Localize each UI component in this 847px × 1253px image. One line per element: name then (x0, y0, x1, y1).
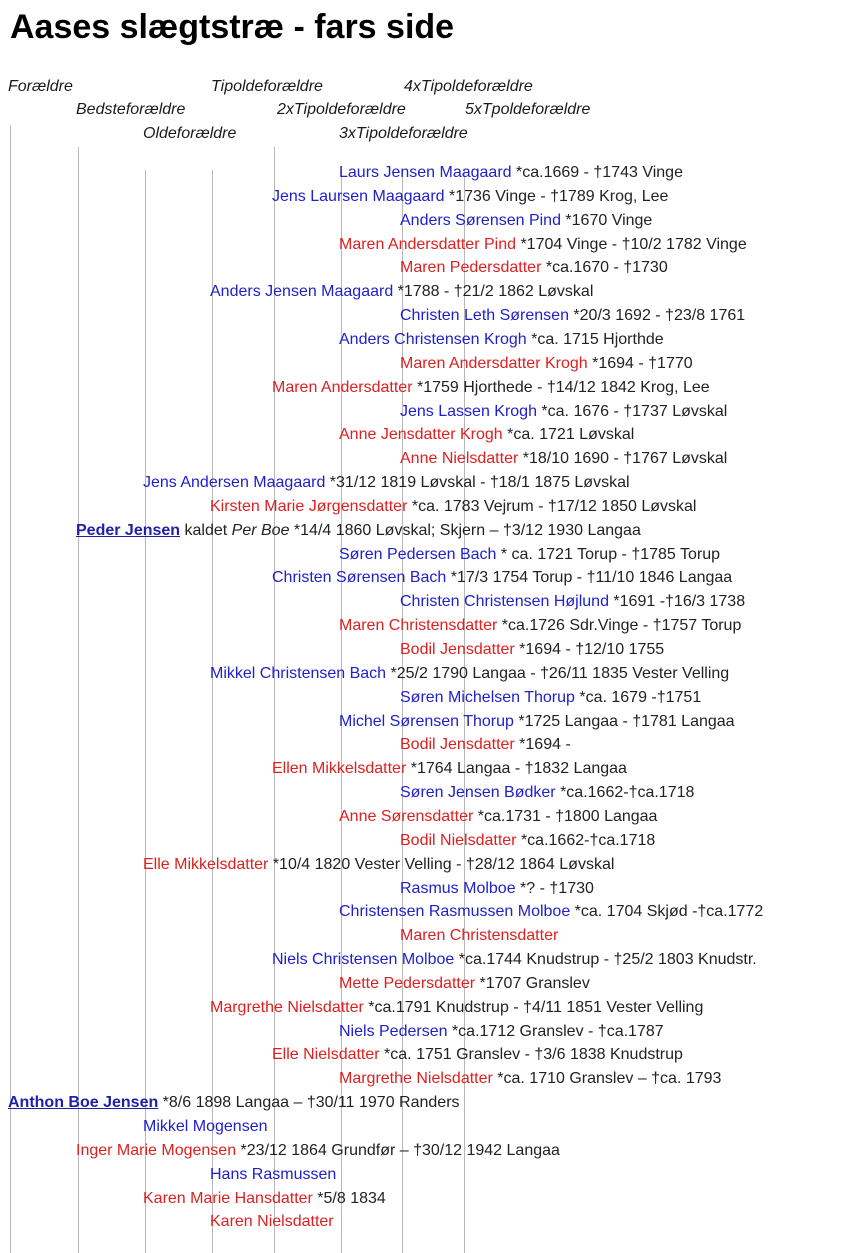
person-name: Anne Jensdatter Krogh (339, 426, 503, 444)
person-entry (272, 568, 732, 588)
person-dates: *1694 - †12/10 1755 (514, 641, 665, 658)
person-dates: *ca.1662-†ca.1718 (555, 784, 695, 802)
person-entry (400, 926, 558, 946)
person-entry (272, 378, 710, 398)
generation-label: 4xTipoldeforældre (404, 78, 533, 95)
person-name: Christen Sørensen Bach (272, 569, 447, 587)
person-name: Mikkel Mogensen (143, 1118, 268, 1135)
person-name: Christen Leth Sørensen (400, 307, 569, 325)
person-dates: *20/3 1692 - †23/8 1761 (568, 307, 746, 325)
person-entry (400, 640, 664, 660)
person-name: Mikkel Christensen Bach (210, 664, 387, 682)
person-dates: *ca.1726 Sdr.Vinge - †1757 Torup (497, 617, 742, 635)
person-name: Ellen Mikkelsdatter (272, 760, 407, 778)
person-name: Jens Lassen Krogh (400, 402, 537, 420)
person-dates: *23/12 1864 Grundfør – †30/12 1942 Langaa (236, 1141, 560, 1159)
person-dates: *ca. 1715 Hjorthde (526, 330, 664, 348)
person-dates: *ca. 1751 Granslev - †3/6 1838 Knudstrup (379, 1046, 683, 1064)
person-name: Elle Mikkelsdatter (143, 855, 269, 873)
person-name: Elle Nielsdatter (272, 1046, 380, 1064)
generation-label: 5xTpoldeforældre (465, 101, 591, 118)
person-entry (339, 712, 735, 732)
person-dates: *ca. 1704 Skjød -†ca.1772 (570, 903, 764, 921)
person-dates: *1707 Granslev (475, 974, 590, 992)
person-dates: *ca.1670 - †1730 (541, 259, 668, 277)
person-entry (143, 1189, 386, 1209)
generation-column-line (10, 125, 11, 1253)
person-dates: *1670 Vinge (560, 211, 653, 229)
person-name: Christen Christensen Højlund (400, 593, 609, 611)
person-name: Hans Rasmussen (210, 1165, 337, 1183)
generation-column-line (78, 147, 79, 1253)
person-name: Bodil Nielsdatter (400, 831, 517, 849)
generation-label: Tipoldeforældre (211, 78, 323, 95)
person-entry (210, 1212, 334, 1232)
person-entry (210, 497, 696, 517)
person-dates: *1764 Langaa - †1832 Langaa (406, 760, 627, 778)
person-entry (272, 759, 627, 779)
person-entry (339, 1069, 721, 1089)
person-dates: *ca.1744 Knudstrup - †25/2 1803 Knudstr. (454, 951, 757, 969)
generation-label: 2xTipoldeforældre (277, 101, 406, 118)
person-name: Karen Marie Hansdatter (143, 1189, 313, 1207)
person-name: Bodil Jensdatter (400, 641, 515, 658)
person-entry (400, 879, 594, 899)
person-name: Mette Pedersdatter (339, 974, 476, 992)
nickname: Per Boe (231, 521, 290, 539)
person-name: Jens Laursen Maagaard (272, 187, 445, 205)
person-dates: *ca. 1679 -†1751 (574, 688, 702, 706)
person-entry (339, 163, 683, 183)
person-entry (400, 831, 655, 851)
person-name: Anders Christensen Krogh (339, 330, 527, 348)
person-entry (210, 664, 729, 684)
person-dates: *1704 Vinge - †10/2 1782 Vinge (516, 235, 747, 253)
person-dates: *18/10 1690 - †1767 Løvskal (518, 450, 728, 468)
person-entry (400, 306, 745, 326)
person-entry (400, 592, 745, 612)
person-entry (339, 425, 634, 445)
person-entry (400, 354, 693, 374)
person-name[interactable]: Anthon Boe Jensen (8, 1094, 159, 1112)
person-dates: *ca.1731 - †1800 Langaa (473, 807, 658, 825)
person-name: Maren Pedersdatter (400, 259, 542, 277)
person-name: Bodil Jensdatter (400, 736, 515, 754)
person-dates: *? - †1730 (515, 879, 594, 897)
person-dates: * ca. 1721 Torup - †1785 Torup (496, 545, 720, 563)
generation-column-line (212, 170, 213, 1253)
person-name: Niels Christensen Molboe (272, 951, 455, 969)
person-entry (339, 616, 741, 636)
person-entry (400, 783, 694, 803)
person-dates: *ca. 1676 - †1737 Løvskal (536, 402, 728, 420)
generation-label: 3xTipoldeforældre (339, 125, 468, 142)
person-name: Rasmus Molboe (400, 879, 516, 897)
person-entry (210, 1165, 336, 1185)
person-entry (339, 545, 720, 565)
person-entry (400, 211, 652, 231)
person-dates: *31/12 1819 Løvskal - †18/1 1875 Løvskal (325, 474, 630, 492)
aka-prefix: kaldet (180, 521, 232, 539)
person-entry (76, 1141, 560, 1161)
person-name: Anne Sørensdatter (339, 807, 474, 825)
person-dates: *10/4 1820 Vester Velling - †28/12 1864 Løvskal (268, 855, 615, 873)
person-dates: *ca. 1710 Granslev – †ca. 1793 (492, 1070, 722, 1088)
generation-label: Oldeforældre (143, 125, 237, 142)
person-entry (272, 950, 757, 970)
person-dates: *25/2 1790 Langaa - †26/11 1835 Vester Velling (386, 664, 730, 682)
person-name: Inger Marie Mogensen (76, 1141, 237, 1159)
person-dates: *ca.1662-†ca.1718 (516, 831, 656, 849)
person-entry (339, 330, 664, 350)
person-name: Anne Nielsdatter (400, 450, 519, 468)
person-dates: *5/8 1834 (312, 1189, 386, 1207)
person-entry (339, 974, 590, 994)
person-entry (400, 688, 701, 708)
generation-label: Bedsteforældre (76, 101, 186, 118)
person-entry (210, 998, 703, 1018)
person-entry[interactable] (8, 1093, 460, 1113)
person-entry (339, 902, 763, 922)
person-dates: *1694 - †1770 (587, 354, 693, 372)
person-name: Maren Andersdatter Pind (339, 235, 516, 253)
person-entry (339, 235, 747, 255)
person-name: Anders Sørensen Pind (400, 211, 561, 229)
generation-column-line (145, 170, 146, 1253)
person-name: Anders Jensen Maagaard (210, 283, 394, 301)
person-name: Søren Michelsen Thorup (400, 688, 575, 706)
person-dates: *14/4 1860 Løvskal; Skjern – †3/12 1930 Langaa (289, 521, 641, 539)
person-entry (272, 187, 668, 207)
person-dates: *1725 Langaa - †1781 Langaa (513, 712, 735, 730)
person-name: Søren Pedersen Bach (339, 545, 497, 563)
person-dates: *1694 - (514, 736, 571, 754)
person-name: Christensen Rasmussen Molboe (339, 903, 571, 921)
person-name: Kirsten Marie Jørgensdatter (210, 497, 408, 515)
person-dates: *ca.1669 - †1743 Vinge (511, 164, 683, 181)
person-entry (339, 1022, 664, 1042)
person-dates: *ca.1712 Granslev - †ca.1787 (447, 1022, 664, 1040)
person-entry (400, 258, 668, 278)
person-entry (400, 402, 727, 422)
person-dates: *ca. 1721 Løvskal (502, 426, 635, 444)
generation-label: Forældre (8, 78, 73, 95)
generation-column-line (274, 147, 275, 1253)
person-dates: *8/6 1898 Langaa – †30/11 1970 Randers (158, 1094, 460, 1112)
person-dates: *17/3 1754 Torup - †11/10 1846 Langaa (446, 569, 733, 587)
person-entry (143, 1117, 268, 1137)
person-name: Søren Jensen Bødker (400, 784, 556, 802)
person-dates: *1691 -†16/3 1738 (608, 593, 746, 611)
person-entry (210, 282, 593, 302)
person-name: Margrethe Nielsdatter (339, 1070, 493, 1088)
person-entry[interactable] (76, 521, 641, 541)
person-name: Jens Andersen Maagaard (143, 474, 326, 492)
person-entry (400, 449, 727, 469)
person-dates: *ca.1791 Knudstrup - †4/11 1851 Vester Velling (363, 998, 704, 1016)
person-name: Maren Andersdatter Krogh (400, 354, 588, 372)
person-name: Karen Nielsdatter (210, 1213, 334, 1231)
person-name: Maren Andersdatter (272, 378, 413, 396)
person-entry (400, 735, 571, 755)
person-entry (272, 1045, 683, 1065)
person-name: Michel Sørensen Thorup (339, 712, 514, 730)
person-entry (143, 855, 614, 875)
person-name: Maren Christensdatter (400, 927, 559, 945)
person-name: Laurs Jensen Maagaard (339, 164, 512, 181)
person-dates: *ca. 1783 Vejrum - †17/12 1850 Løvskal (407, 497, 697, 515)
person-entry (143, 473, 630, 493)
page-title: Aases slægtstræ - fars side (10, 8, 455, 46)
person-entry (339, 807, 657, 827)
person-name: Niels Pedersen (339, 1022, 448, 1040)
person-name: Margrethe Nielsdatter (210, 998, 364, 1016)
person-dates: *1736 Vinge - †1789 Krog, Lee (444, 187, 669, 205)
person-name[interactable]: Peder Jensen (76, 521, 181, 539)
person-dates: *1788 - †21/2 1862 Løvskal (393, 283, 594, 301)
person-dates: *1759 Hjorthede - †14/12 1842 Krog, Lee (412, 378, 710, 396)
person-name: Maren Christensdatter (339, 617, 498, 635)
